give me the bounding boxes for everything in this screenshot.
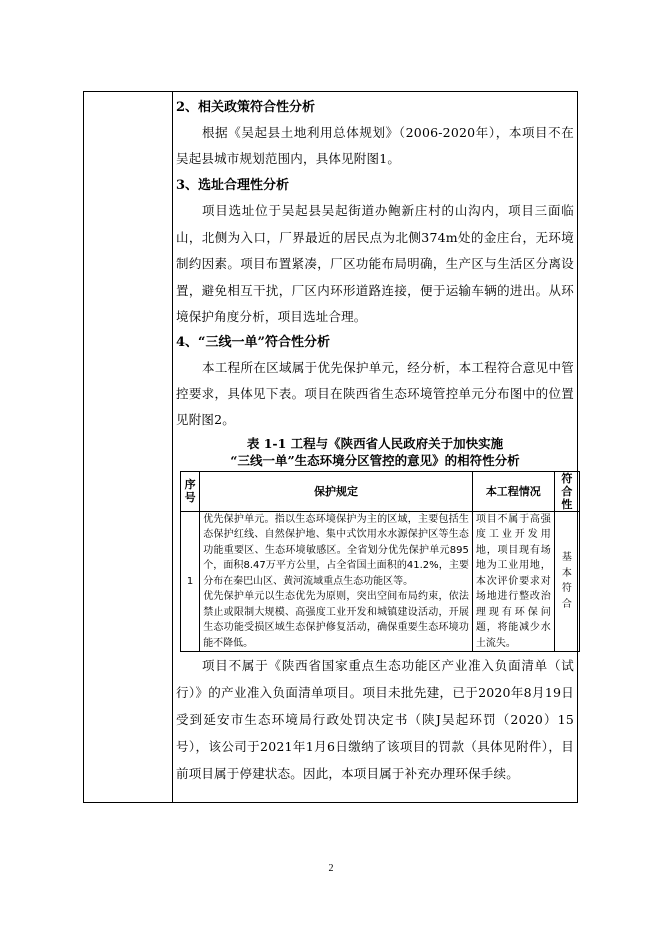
- table-caption-line2: “三线一单”生态环境分区管控的意见》的相符性分析: [230, 452, 520, 468]
- table-row: [181, 511, 580, 652]
- row-rule: [200, 511, 473, 652]
- compliance-table: [180, 471, 580, 653]
- rule-part2: 优先保护单元以生态优先为原则，突出空间布局约束，依法禁止或限制大规模、高强度工业开发和城镇建设活动，开展生态功能受损区域生态保护修复活动，确保重要生态环境功能不降低。: [203, 591, 469, 649]
- section2-heading: 2、相关政策符合性分析: [176, 100, 316, 115]
- column-divider: [172, 92, 173, 802]
- header-result: 符合性: [554, 471, 579, 511]
- main-content: [176, 96, 574, 787]
- section4-heading: 4、“三线一单”符合性分析: [176, 334, 331, 350]
- rule-part1: 优先保护单元。指以生态环境保护为主的区域，主要包括生态保护红线、自然保护地、集中式饮用水水源保护区等生态功能重要区、生态环境敏感区。全省划分优先保护单元895个，面积8.47万平方公里，占全省国土面积的41.2%，主要分布在秦巴山区、黄河流域重点生态功能区等。: [203, 513, 469, 587]
- after-table-paragraph: 项目不属于《陕西省国家重点生态功能区产业准入负面清单（试行）》的产业准入负面清单项目。项目未批先建，已于2020年8月19日受到延安市生态环境局行政处罚决定书（陕J吴起环罚（2020）15号），该公司于2021年1月6日缴纳了该项目的罚款（具体见附件），目前项目属于停建状态。因此，本项目属于补充办理环保手续。: [176, 658, 574, 781]
- page-number: 2: [328, 863, 334, 874]
- table-caption-line1: 表 1-1 工程与《陕西省人民政府关于加快实施: [246, 435, 504, 451]
- row-status: 项目不属于高强度工业开发用地，项目现有场地为工业用地，本次评价要求对场地进行整改治理现有环保问题，将能减少水土流失。: [472, 511, 554, 652]
- header-rule: 保护规定: [200, 471, 473, 511]
- table-header-row: [181, 471, 580, 511]
- section3-paragraph: 项目选址位于吴起县吴起街道办鲍新庄村的山沟内，项目三面临山，北侧为入口，厂界最近的居民点为北侧374m处的金庄台，无环境制约因素。项目布置紧凑，厂区功能布局明确，生产区与生活区分离设置，避免相互干扰，厂区内环形道路连接，便于运输车辆的进出。从环境保护角度分析，项目选址合理。: [176, 203, 574, 324]
- section3-heading: 3、选址合理性分析: [176, 178, 290, 193]
- section4-paragraph: 本工程所在区域属于优先保护单元，经分析，本工程符合意见中管控要求，具体见下表。项目在陕西省生态环境管控单元分布图中的位置见附图2。: [176, 359, 574, 427]
- row-num: 1: [181, 511, 200, 652]
- section2-paragraph: 根据《吴起县土地利用总体规划》（2006-2020年），本项目不在吴起县城市规划范围内，具体见附图1。: [176, 125, 574, 166]
- header-status: 本工程情况: [472, 471, 554, 511]
- row-result: 基本符合: [554, 511, 579, 652]
- header-num: 序号: [181, 471, 200, 511]
